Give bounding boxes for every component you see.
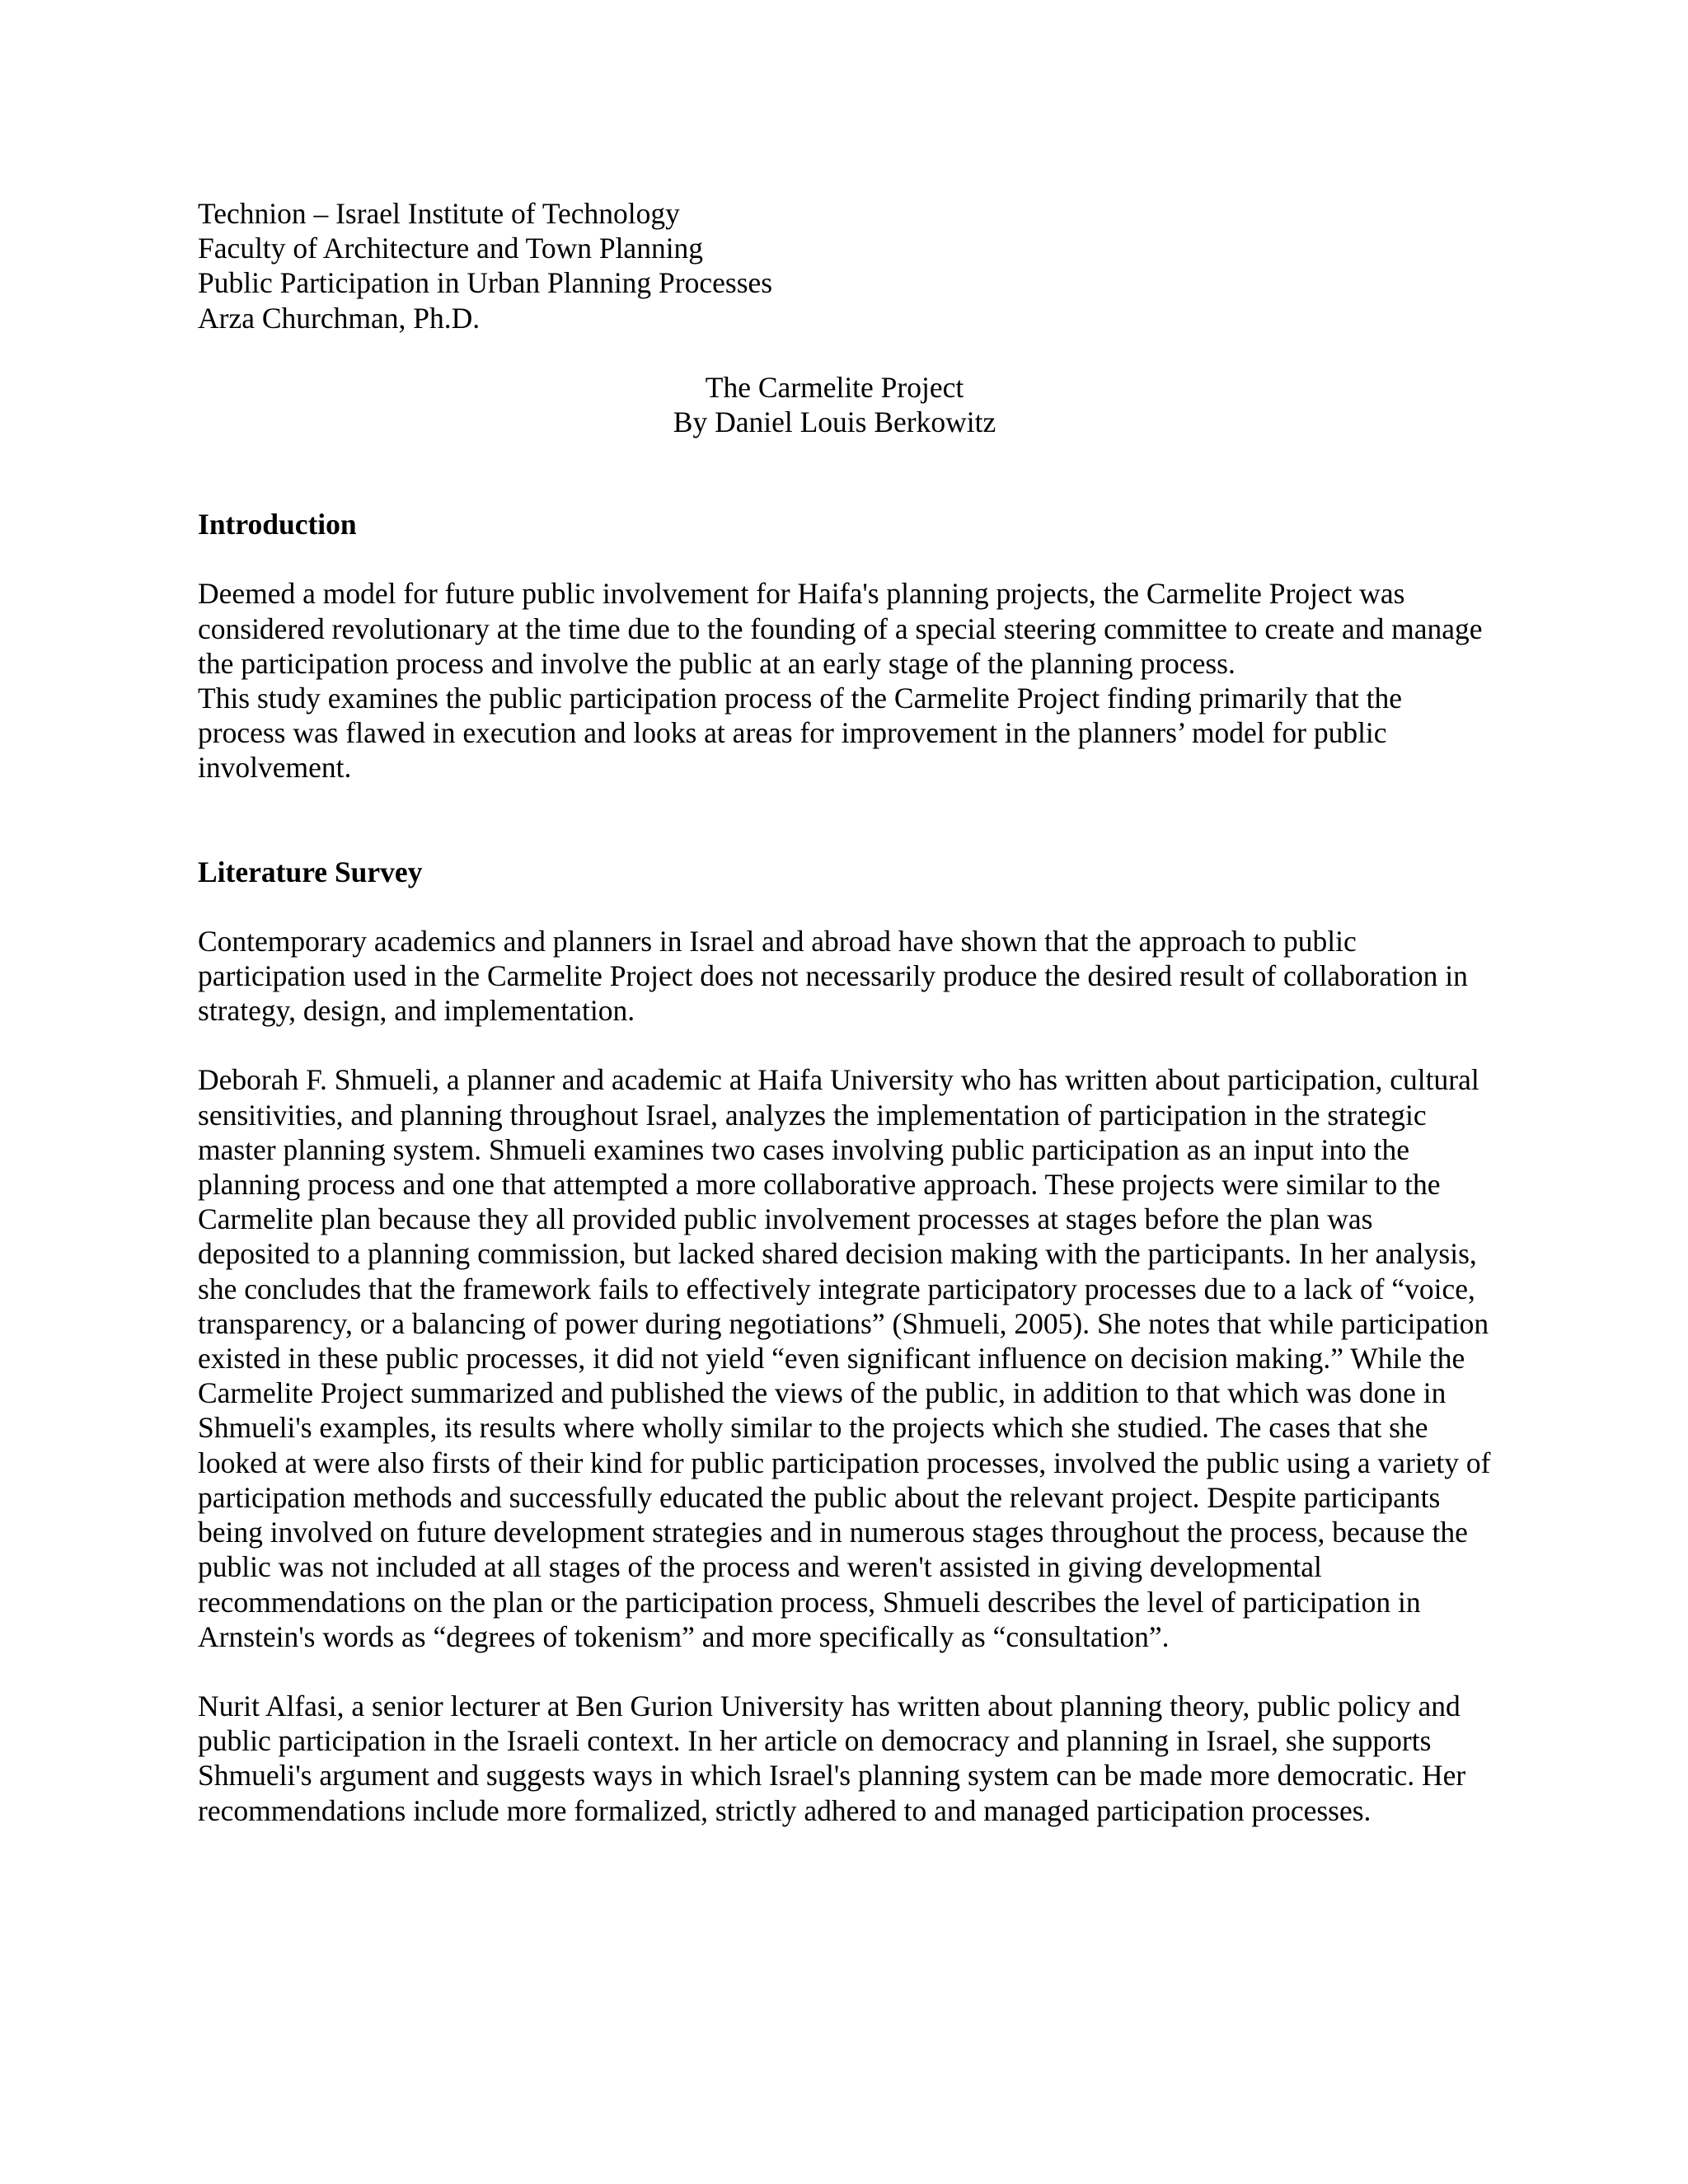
document-title: The Carmelite Project [705,370,964,404]
title-block [198,370,1471,439]
faculty-line: Faculty of Architecture and Town Planning [198,232,704,265]
introduction-paragraph-1: Deemed a model for future public involvement for Haifa's planning projects, the Carmelite Project was considered revolutionary at the time due to the founding of a special steering committee to create and manage the participation process and involve the public at an early stage of the planning process. [198,577,1483,680]
literature-paragraph-2: Deborah F. Shmueli, a planner and academic at Haifa University who has written about participation, cultural sensitivities, and planning throughout Israel, analyzes the implementation of participation in the strategic master planning system. Shmueli examines two cases involving public participation as an input into the planning process and one that attempted a more collaborative approach. These projects were similar to the Carmelite plan because they all provided public involvement processes at stages before the plan was deposited to a planning commission, but lacked shared decision making with the participants. In her analysis, she concludes that the framework fails to effectively integrate participatory processes due to a lack of “voice, transparency, or a balancing of power during negotiations” (Shmueli, 2005). She notes that while participation existed in these public processes, it did not yield “even significant influence on decision making.” While the Carmelite Project summarized and published the views of the public, in addition to that which was done in Shmueli's examples, its results where wholly similar to the projects which she studied. The cases that she looked at were also firsts of their kind for public participation processes, involved the public using a variety of participation methods and successfully educated the public about the relevant project. Despite participants being involved on future development strategies and in numerous stages throughout the process, because the public was not included at all stages of the process and weren't assisted in giving developmental recommendations on the plan or the participation process, Shmueli describes the level of participation in Arnstein's words as “degrees of tokenism” and more specifically as “consultation”. [198,1063,1491,1653]
instructor-line: Arza Churchman, Ph.D. [198,301,481,335]
literature-paragraph-1: Contemporary academics and planners in Israel and abroad have shown that the approach to public participation used in the Carmelite Project does not necessarily produce the desired result of collaboration in strategy, design, and implementation. [198,924,1468,1028]
introduction-paragraph-2: This study examines the public participation process of the Carmelite Project finding primarily that the process was flawed in execution and looks at areas for improvement in the planners’ model for public involvement. [198,682,1403,785]
literature-paragraph-3: Nurit Alfasi, a senior lecturer at Ben Gurion University has written about planning theory, public policy and public participation in the Israeli context. In her article on democracy and planning in Israel, she supports Shmueli's argument and suggests ways in which Israel's planning system can be made more democratic. Her recommendations include more formalized, strictly adhered to and managed participation processes. [198,1689,1466,1827]
document-page [198,196,1492,1828]
introduction-heading: Introduction [198,508,357,541]
institution-line: Technion – Israel Institute of Technology [198,197,680,230]
document-header [198,196,1492,335]
literature-survey-heading: Literature Survey [198,855,423,888]
author-byline: By Daniel Louis Berkowitz [673,405,996,439]
course-line: Public Participation in Urban Planning Processes [198,266,773,300]
